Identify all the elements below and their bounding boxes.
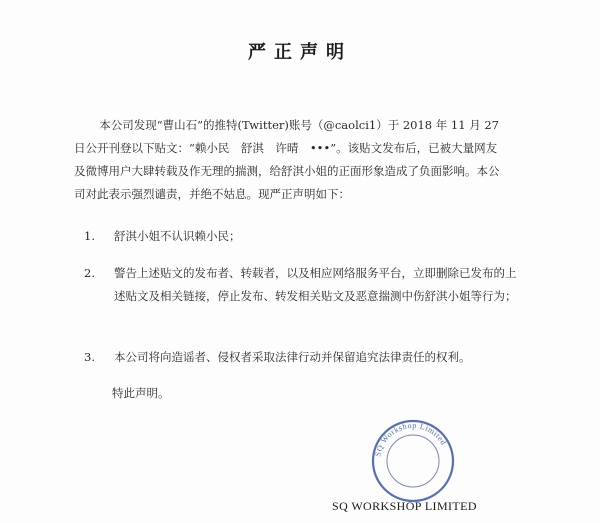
intro-paragraph <box>74 114 504 206</box>
list-item-text: 本公司将向造谣者、侵权者采取法律行动并保留追究法律责任的权利。 <box>114 350 471 364</box>
list-item-number: 1. <box>84 229 95 243</box>
list-item-text: 警告上述贴文的发布者、转载者，以及相应网络服务平台，立即删除已发布的上述贴文及相关链接，停止发布、转发相关贴文及恶意揣测中伤舒淇小姐等行为； <box>114 266 517 303</box>
document-title: 严正声明 <box>248 42 352 63</box>
list-item <box>84 346 524 369</box>
closing-text: 特此声明。 <box>112 386 170 400</box>
list-item-number: 2. <box>84 266 95 280</box>
list-item-text: 舒淇小姐不认识赖小民； <box>114 229 241 243</box>
company-seal-stamp <box>370 418 456 504</box>
company-name: SQ WORKSHOP LIMITED <box>332 499 477 513</box>
svg-text:SQ Workshop Limited: SQ Workshop Limited <box>373 420 449 458</box>
list-item <box>84 262 524 308</box>
list-item-number: 3. <box>84 350 95 364</box>
list-item <box>84 225 524 248</box>
intro-text: 本公司发现“曹山石”的推特(Twitter)账号（@caolci1）于 2018 年 11 月 27 日公开刊登以下贴文：“赖小民 舒淇 许晴 •••”。该贴文发布后，已被大量网友及微博用户大肆转载及作无理的揣测，给舒淇小姐的正面形象造成了负面影响。本公司对此表示强烈谴责，并绝不姑息。现严正声明如下： <box>74 118 500 201</box>
